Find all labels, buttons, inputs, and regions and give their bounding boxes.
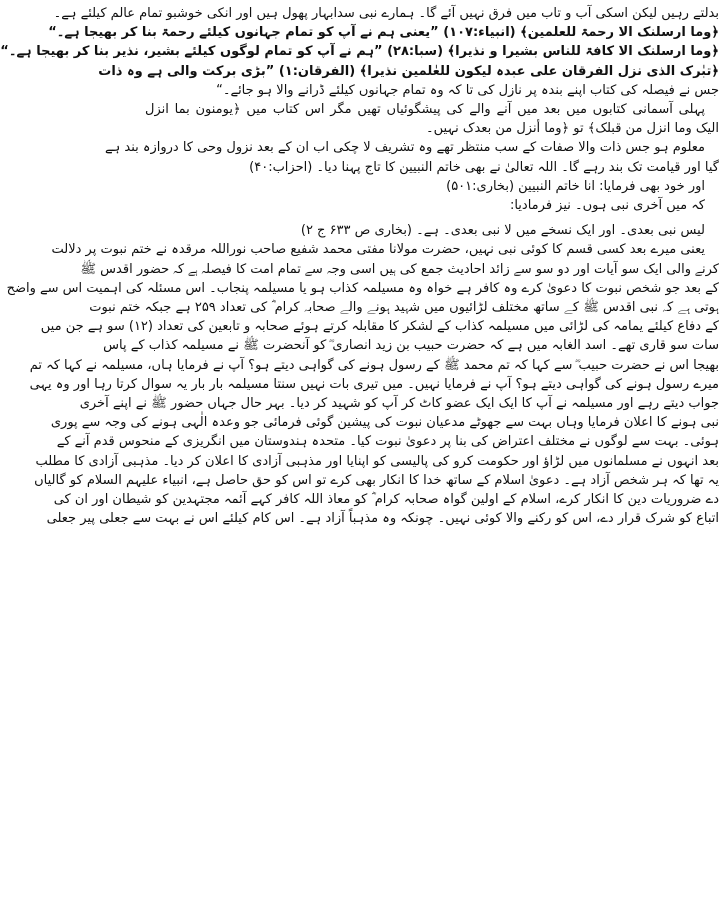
document-line: کرنے والی ایک سو آیات اور دو سو سے زائد احادیث جمع کی ہیں اسی وجہ سے تمام امت کا فیصلہ ہے کہ حضور اقدس ﷺ: [80, 261, 719, 277]
document-line: بھیجا اس نے حضرت حبیب ؓ سے کہا کہ تم محمد ﷺ کے رسول ہونے کی گواہی دیتے ہو؟ آپ نے فرمایا ہاں، مسیلمہ نے کہا کہ تم: [29, 357, 719, 373]
document-line: بعد انہوں نے مسلمانوں میں لڑاؤ اور حکومت کرو کی پالیسی کو اپنایا اور مذہبی آزادی کا اعلان کر دیا۔ مذہبی آزادی کا مطلب: [35, 453, 719, 469]
document-line: یہ تھا کہ ہر شخص آزاد ہے۔ دعویٰ اسلام کے ساتھ خدا کا انکار بھی کرے تو اس کو حق حاصل ہے، انبیاء علیہم السلام کو گالیاں: [34, 472, 719, 488]
document-line: اتباع کو شرک قرار دے، اس کو رکنے والا کوئی نہیں۔ چونکہ وہ مذہباً آزاد ہے۔ اس کام کیلئے اس نے بہت سے جعلی پیر جعلی: [46, 511, 719, 527]
document-line: یعنی میرے بعد کسی قسم کا کوئی نبی نہیں، حضرت مولانا مفتی محمد شفیع صاحب نوراللہ مرقدہ نے ختم نبوت پر دلالت: [51, 242, 705, 258]
document-line: الیک وما انزل من قبلک﴾ تو ﴿وما أنزل من بعدک نہیں۔: [426, 121, 719, 137]
document-line: ﴿وما ارسلنک الا کافۃ للناس بشیرا و نذیرا﴾ (سبا:۲۸) ”ہم نے آپ کو تمام لوگوں کیلئے بشیر، نذیر بنا کر بھیجا ہے۔“: [0, 44, 719, 60]
document-line: گیا اور قیامت تک بند رہے گا۔ اللہ تعالیٰ نے بھی خاتم النبیین کا تاج پہنا دیا۔ (احزاب:۴۰): [249, 159, 719, 175]
document-line: ﴿تبٰرک الذی نزل الفرقان علی عبدہ لیکون للعٰلمین نذیرا﴾ (الفرقان:۱) ”بڑی برکت والی ہے وہ ذات: [98, 63, 719, 79]
document-line: اور خود بھی فرمایا: انا خاتم النبیین (بخاری:۵۰۱): [446, 178, 705, 194]
document-line: پہلی آسمانی کتابوں میں بعد میں آنے والے کی پیشگوئیاں تھیں مگر اس کتاب میں ﴿یومنون بما انزل: [145, 102, 705, 118]
document-line: جس نے فیصلہ کی کتاب اپنے بندہ پر نازل کی تا کہ وہ تمام جہانوں کیلئے ڈرانے والا ہو جائے۔“: [216, 82, 719, 98]
document-line: معلوم ہو جس ذات والا صفات کے سب منتظر تھے وہ تشریف لا چکی اب ان کے بعد نزول وحی کا دروازہ بند ہے: [105, 140, 705, 156]
document-line: ہوتی ہے کہ نبی اقدس ﷺ کے ساتھ مختلف لڑائیوں میں شہید ہونے والے صحابہ کرام ؓ کی تعداد ۲۵۹ ہے جبکہ ختم نبوت: [89, 300, 719, 316]
document-line: لیس نبی بعدی۔ اور ایک نسخے میں لا نبی بعدی۔ ہے۔ (بخاری ص ۶۳۳ ج ۲): [300, 223, 705, 239]
document-line: دے ضروریات دین کا انکار کرے، اسلام کے اولین گواہ صحابہ کرام ؓ کو معاذ اللہ کافر کہے آئمہ مجتہدین کو شیطان اور ان کی: [53, 492, 719, 508]
document-line: ﴿وما ارسلنک الا رحمۃ للعلمین﴾ (انبیاء:۱۰۷) ”یعنی ہم نے آپ کو تمام جہانوں کیلئے رحمۃ بنا کر بھیجا ہے۔“: [48, 25, 719, 41]
document-line: سات سو قاری تھے۔ اسد الغابہ میں ہے کہ حضرت حبیب بن زید انصاری ؓ کو آنحضرت ﷺ نے مسیلمہ کذاب کے پاس: [103, 338, 719, 354]
document-line: کے دفاع کیلئے یمامہ کی لڑائی میں مسیلمہ کذاب کے لشکر کا مقابلہ کرتے ہوئے صحابہ و تابعین کی تعداد (۱۲) سو ہے جن میں: [40, 319, 719, 335]
document-line: نبی ہونے کا اعلان فرمایا وہاں بہت سے جھوٹے مدعیان نبوت کی پیشین گوئی فرمائی جو وعدہ الٰہی ہونے کی وجہ سے پوری: [50, 415, 719, 431]
document-line: کہ میں آخری نبی ہوں۔ نیز فرمادیا:: [509, 198, 705, 214]
document-line: جواب دیتے رہے اور مسیلمہ نے آپ کا ایک ایک عضو کاٹ کر آپ کو شہید کر دیا۔ بہر حال جہاں حضور ﷺ نے اپنے آخری: [79, 396, 719, 412]
document-line: بدلتے رہیں لیکن اسکی آب و تاب میں فرق نہیں آئے گا۔ ہمارے نبی سدابہار پھول ہیں اور انکی خوشبو تمام عالم کیلئے ہے۔: [53, 6, 719, 21]
document-line: ہوئی۔ بہت سے لوگوں نے مختلف اعتراض کی بنا پر دعویٰ نبوت کیا۔ متحدہ ہندوستان میں انگریزی کے منحوس قدم آنے کے: [56, 434, 719, 450]
document-line: کے بعد جو شخص نبوت کا دعویٰ کرے وہ کافر ہے خواہ وہ مسیلمہ کذاب ہو یا مسیلمہ پنجاب۔ اس مسئلہ کی اہمیت اس سے واضح: [6, 280, 719, 296]
document-line: میرے رسول ہونے کی گواہی دیتے ہو؟ آپ نے فرمایا نہیں۔ میں تیری بات نہیں سنتا مسیلمہ بار بار یہ سوال کرتا رہا اور وہ یہی: [29, 376, 719, 392]
